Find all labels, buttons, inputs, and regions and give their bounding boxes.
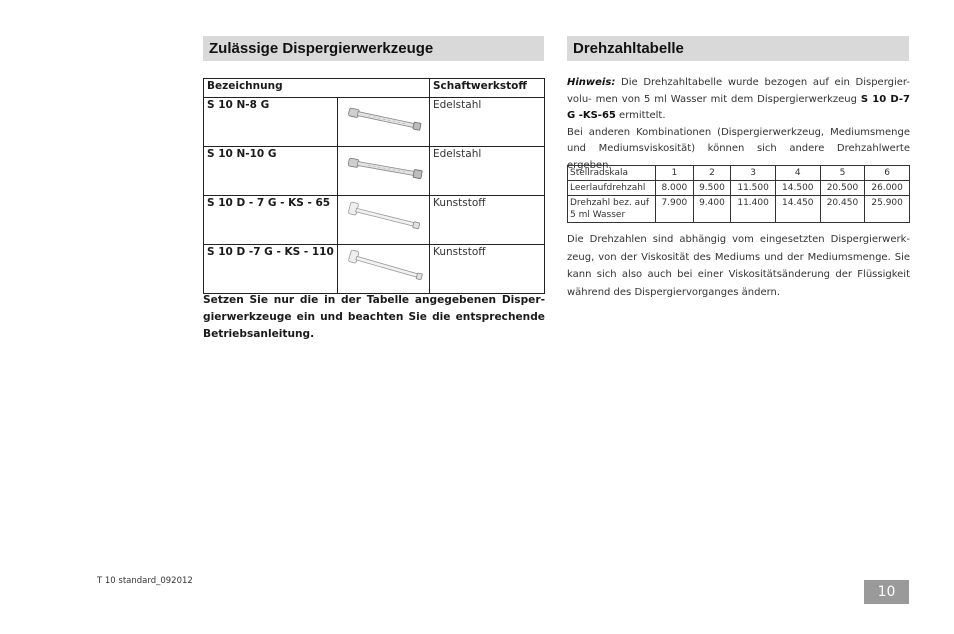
scale-cell: 3 — [731, 166, 776, 181]
row-label-water — [568, 196, 656, 223]
water-speed-cell: 7.900 — [656, 196, 694, 223]
note-text: Bei anderen Kombinationen (Dispergierwerkzeug, Mediumsmenge und Mediumsviskosität) können sich andere Drehzahlwerte ergeben. — [567, 126, 910, 171]
tool-material: Edelstahl — [430, 98, 545, 147]
steel-disperser-tool-image — [338, 98, 430, 147]
tool-material: Kunststoff — [430, 245, 545, 294]
scale-cell: 4 — [775, 166, 820, 181]
page-number: 10 — [864, 580, 909, 604]
scale-cell: 2 — [693, 166, 731, 181]
section-heading-speed: Drehzahltabelle — [567, 36, 909, 61]
row-label-idle: Leerlaufdrehzahl — [568, 181, 656, 196]
table-row — [204, 147, 545, 196]
section-heading-tools: Zulässige Dispergierwerkzeuge — [203, 36, 544, 61]
usage-warning: Setzen Sie nur die in der Tabelle angegebenen Disper- gierwerkzeuge ein und beachten Sie die entsprechende Betriebsanleitung. — [203, 294, 545, 340]
speed-note — [567, 75, 910, 174]
water-speed-cell: 25.900 — [865, 196, 910, 223]
water-speed-cell: 14.450 — [775, 196, 820, 223]
water-speed-cell: 11.400 — [731, 196, 776, 223]
plastic-disperser-tool-image — [338, 196, 430, 245]
table-header-row — [204, 79, 545, 98]
note-label: Hinweis: — [567, 77, 616, 88]
idle-speed-cell: 14.500 — [775, 181, 820, 196]
tool-material: Kunststoff — [430, 196, 545, 245]
row-label-scale: Stellradskala — [568, 166, 656, 181]
tool-material: Edelstahl — [430, 147, 545, 196]
row-label-water-line2: 5 ml Wasser — [570, 210, 626, 220]
note-text: Die Drehzahltabelle wurde bezogen auf ein Dispergier-volu- men von 5 ml Wasser mit dem Dispergierwerkzeug — [567, 77, 910, 105]
speed-table — [567, 165, 910, 223]
note-text: ermittelt. — [615, 110, 666, 121]
idle-speed-cell: 26.000 — [865, 181, 910, 196]
steel-disperser-tool-image — [338, 147, 430, 196]
water-speed-cell: 9.400 — [693, 196, 731, 223]
idle-speed-cell: 11.500 — [731, 181, 776, 196]
note-model: S 10 D-7 G -KS-65 — [567, 93, 910, 121]
tool-name: S 10 N-10 G — [204, 147, 338, 196]
row-label-water-line1: Drehzahl bez. auf — [570, 198, 650, 208]
tool-name: S 10 D -7 G - KS - 110 — [204, 245, 338, 294]
table-row — [204, 245, 545, 294]
water-speed-cell: 20.450 — [820, 196, 865, 223]
column-header-name: Bezeichnung — [204, 79, 430, 98]
tool-name: S 10 D - 7 G - KS - 65 — [204, 196, 338, 245]
tool-name: S 10 N-8 G — [204, 98, 338, 147]
plastic-disperser-tool-image — [338, 245, 430, 294]
speed-dependency-paragraph: Die Drehzahlen sind abhängig vom eingesetzten Dispergierwerk- zeug, von der Viskosität des Mediums und der Mediumsmenge. Sie kann sich also auch bei einer Viskositätsänderung der Flüssigkeit während des Dispergiervorganges ändern. — [567, 234, 910, 298]
table-row — [568, 181, 910, 196]
scale-cell: 1 — [656, 166, 694, 181]
table-row — [204, 196, 545, 245]
table-row — [568, 196, 910, 223]
table-row — [568, 166, 910, 181]
idle-speed-cell: 8.000 — [656, 181, 694, 196]
idle-speed-cell: 9.500 — [693, 181, 731, 196]
idle-speed-cell: 20.500 — [820, 181, 865, 196]
scale-cell: 6 — [865, 166, 910, 181]
tools-table — [203, 78, 545, 294]
document-code: T 10 standard_092012 — [97, 576, 193, 586]
table-row — [204, 98, 545, 147]
scale-cell: 5 — [820, 166, 865, 181]
column-header-material: Schaftwerkstoff — [430, 79, 545, 98]
